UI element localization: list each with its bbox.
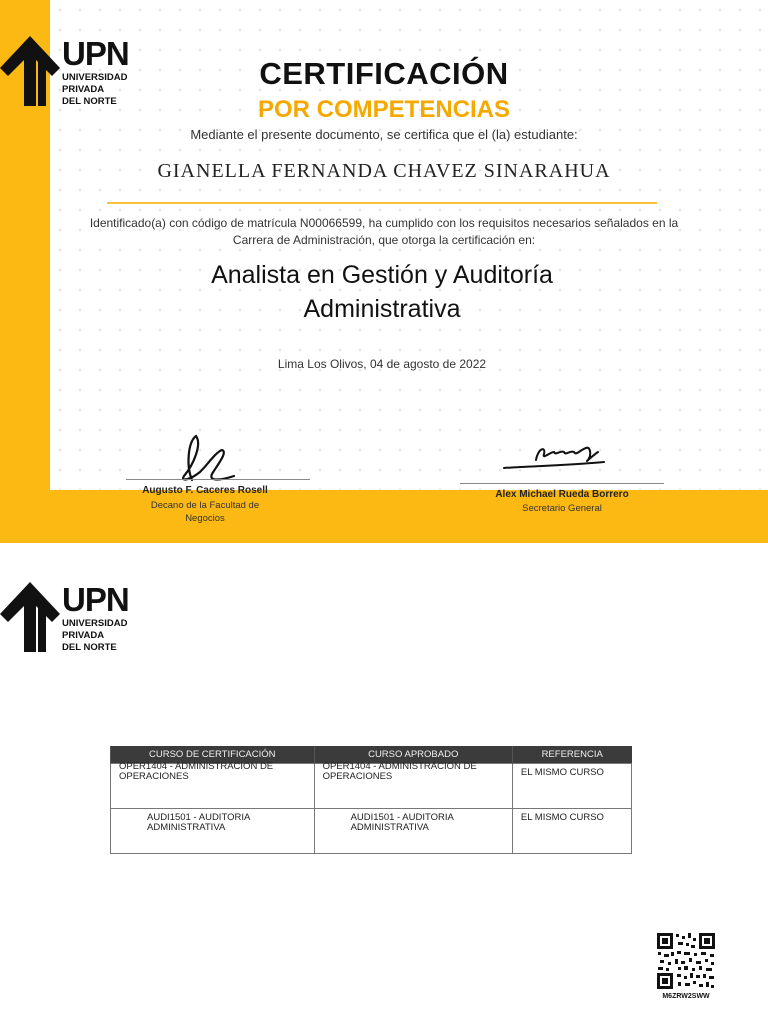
signatory-name-secretary: Alex Michael Rueda Borrero xyxy=(495,489,629,500)
signatory-role-secretary: Secretario General xyxy=(522,503,602,514)
logo-wordmark: UPN xyxy=(62,35,129,72)
place-date: Lima Los Olivos, 04 de agosto de 2022 xyxy=(277,357,487,371)
table-row xyxy=(111,764,632,809)
courses-table xyxy=(110,746,632,854)
table-cell: OPER1404 - ADMINISTRACION DE OPERACIONES xyxy=(314,764,512,809)
table-row xyxy=(111,809,632,854)
qr-code-icon xyxy=(656,932,716,990)
career-title: Analista en Gestión y Auditoría Administrativa xyxy=(211,261,553,323)
logo-university-name: UNIVERSIDAD PRIVADA DEL NORTE xyxy=(62,72,128,107)
signature-line-dean xyxy=(126,479,310,480)
upn-logo-page2 xyxy=(0,581,129,653)
signature-image-dean xyxy=(172,430,236,486)
identification-text: Identificado(a) con código de matrícula N00066599, ha cumplido con los requisitos necesarios señalados en la Carrera de Administración, que otorga la certificación en: xyxy=(89,216,679,247)
table-cell: AUDI1501 - AUDITORIA ADMINISTRATIVA xyxy=(111,809,315,854)
student-name: GIANELLA FERNANDA CHAVEZ SINARAHUA xyxy=(157,160,611,182)
verification-code: M6ZRW2SWW xyxy=(662,993,710,1000)
logo-wordmark: UPN xyxy=(62,581,129,618)
table-cell: EL MISMO CURSO xyxy=(512,809,631,854)
intro-text: Mediante el presente documento, se certifica que el (la) estudiante: xyxy=(190,127,578,142)
student-underline xyxy=(107,202,657,204)
header-certification-course: CURSO DE CERTIFICACIÓN xyxy=(111,746,315,764)
table-cell: AUDI1501 - AUDITORIA ADMINISTRATIVA xyxy=(314,809,512,854)
signatory-role-dean: Decano de la Facultad de Negocios xyxy=(150,500,260,524)
table-cell: EL MISMO CURSO xyxy=(512,764,631,809)
header-approved-course: CURSO APROBADO xyxy=(314,746,512,764)
upn-logo-icon xyxy=(0,582,60,652)
table-cell: OPER1404 - ADMINISTRACION DE OPERACIONES xyxy=(111,764,315,809)
certificate-title: CERTIFICACIÓN xyxy=(259,56,509,91)
certificate-subtitle: POR COMPETENCIAS xyxy=(257,96,511,123)
signature-line-secretary xyxy=(460,483,664,484)
course-detail-page xyxy=(0,546,768,1024)
verification-qr xyxy=(656,932,716,1000)
logo-university-name: UNIVERSIDAD PRIVADA DEL NORTE xyxy=(62,618,128,653)
signature-image-secretary xyxy=(500,440,610,474)
header-reference: REFERENCIA xyxy=(512,746,631,764)
signatory-name-dean: Augusto F. Caceres Rosell xyxy=(142,485,268,496)
